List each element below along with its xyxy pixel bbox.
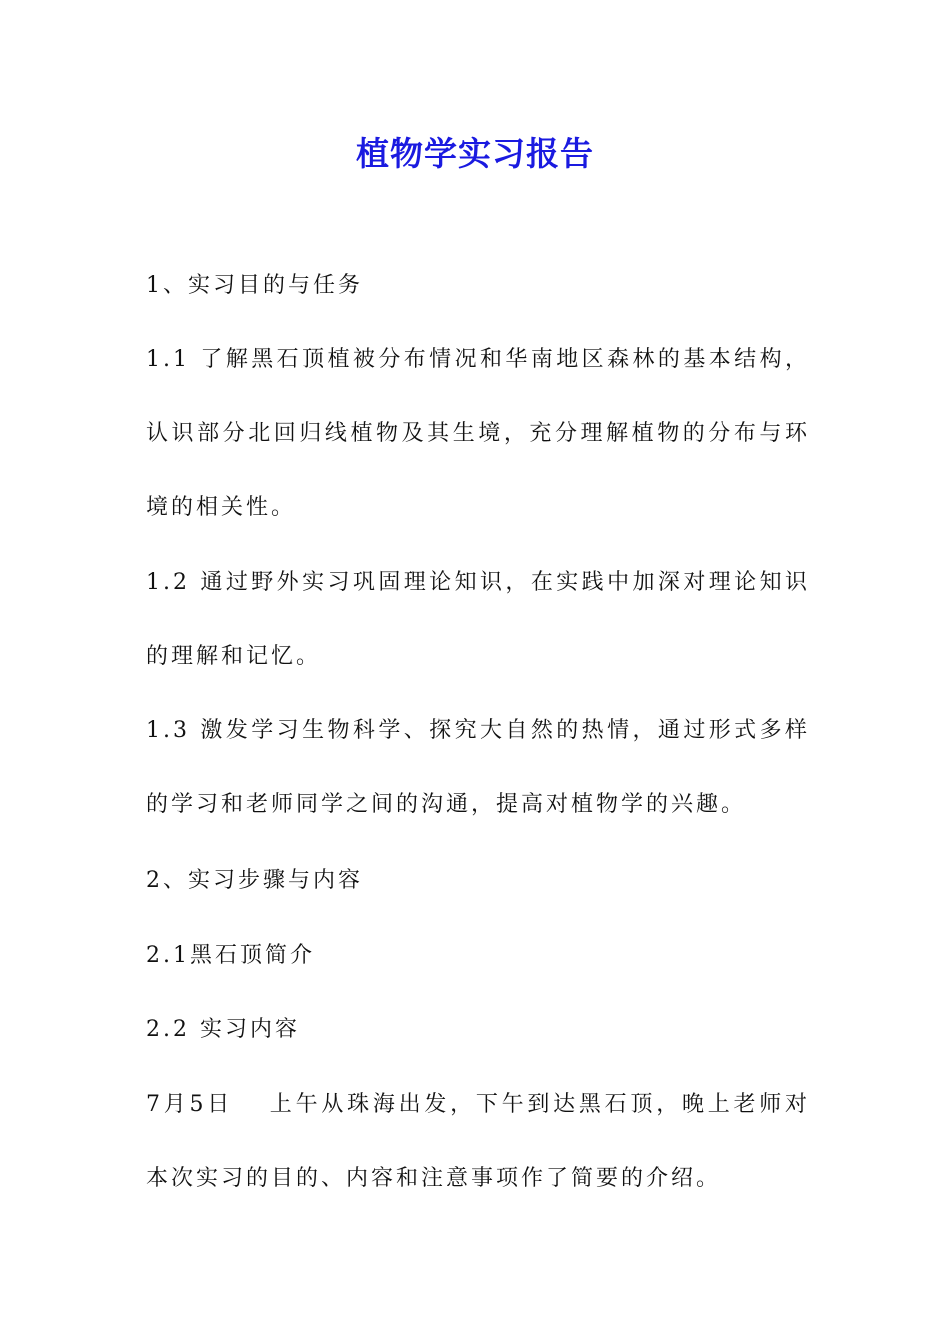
diary-entry bbox=[146, 1068, 810, 1216]
document-title: 植物学实习报告 bbox=[356, 134, 594, 173]
diary-text: 上午从珠海出发，下午到达黑石顶，晚上老师对本次实习的目的、内容和注意事项作了简要的介绍。 bbox=[146, 1092, 810, 1191]
paragraph-1-1: 1.1 了解黑石顶植被分布情况和华南地区森林的基本结构，认识部分北回归线植物及其生境，充分理解植物的分布与环境的相关性。 bbox=[146, 347, 810, 520]
paragraph-1-3: 1.3 激发学习生物科学、探究大自然的热情，通过形式多样的学习和老师同学之间的沟通，提高对植物学的兴趣。 bbox=[146, 718, 810, 817]
paragraph-1-2: 1.2 通过野外实习巩固理论知识，在实践中加深对理论知识的理解和记忆。 bbox=[146, 570, 810, 669]
diary-date: 7月5日 bbox=[146, 1092, 234, 1117]
subsection-2-1: 2.1黑石顶简介 bbox=[146, 943, 315, 968]
section-heading-2: 2、实习步骤与内容 bbox=[146, 868, 363, 893]
subsection-2-2: 2.2 实习内容 bbox=[146, 1017, 300, 1042]
section-heading-1: 1、实习目的与任务 bbox=[146, 273, 363, 298]
